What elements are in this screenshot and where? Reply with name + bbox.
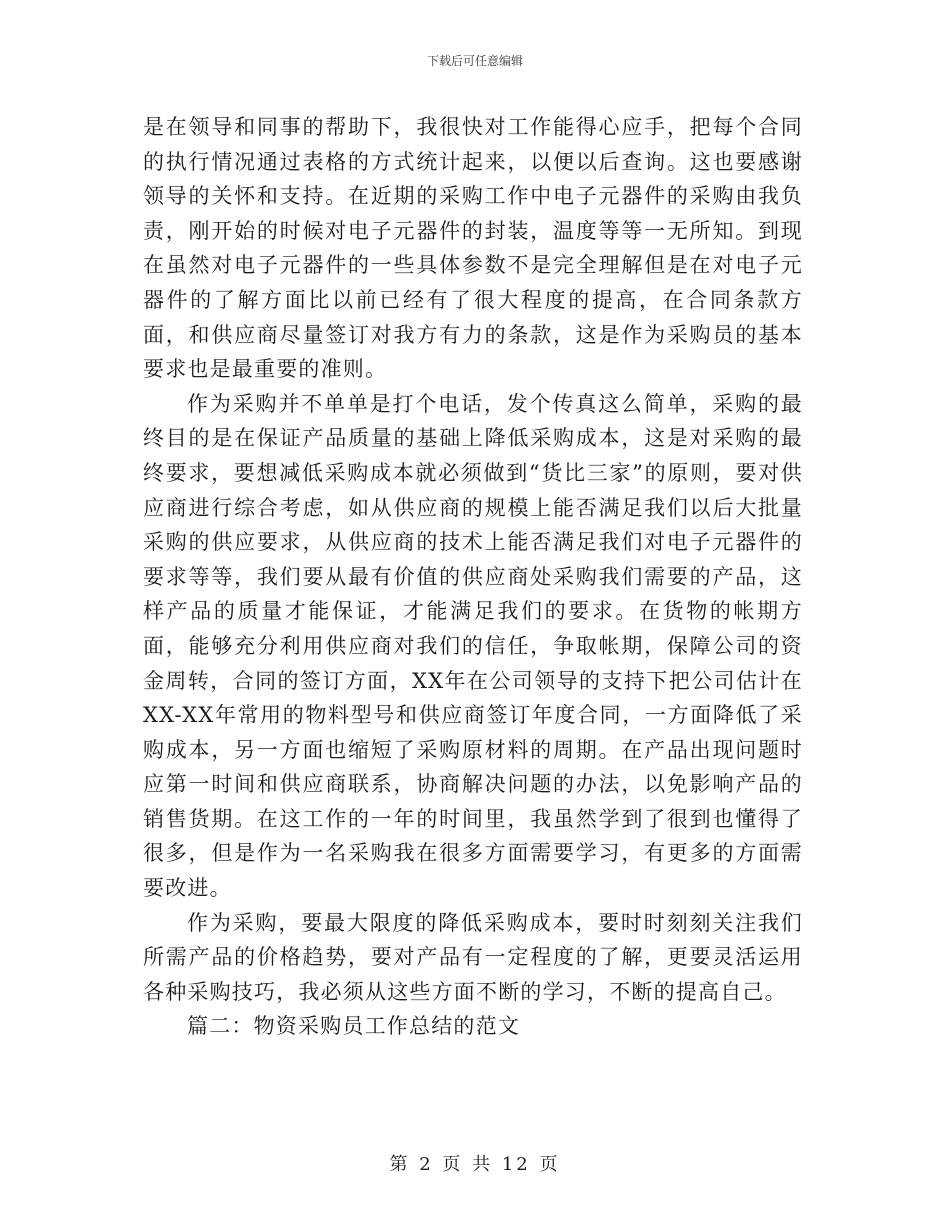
section-heading: 篇二：物资采购员工作总结的范文: [187, 1014, 520, 1039]
page-number: 第 2 页 共 12 页: [389, 1154, 561, 1175]
paragraph-procurement-goals: 作为采购并不单单是打个电话，发个传真这么简单，采购的最终目的是在保证产品质量的基础上降低采购成本，这是对采购的最终要求，要想减低采购成本就必须做到“货比三家”的原则，要对供应商进行综合考虑，如从供应商的规模上能否满足我们以后大批量采购的供应要求，从供应商的技术上能否满足我们对电子元器件的要求等等，我们要从最有价值的供应商处采购我们需要的产品，这样产品的质量才能保证，才能满足我们的要求。在货物的帐期方面，能够充分利用供应商对我们的信任，争取帐期，保障公司的资金周转，合同的签订方面，XX年在公司领导的支持下把公司估计在XX-XX年常用的物料型号和供应商签订年度合同，一方面降低了采购成本，另一方面也缩短了采购原材料的周期。在产品出现问题时应第一时间和供应商联系，协商解决问题的办法，以免影响产品的销售货期。在这工作的一年的时间里，我虽然学到了很到也懂得了很多，但是作为一名采购我在很多方面需要学习，有更多的方面需要改进。: [143, 391, 803, 901]
paragraph-cost-reduction: 作为采购，要最大限度的降低采购成本，要时时刻刻关注我们所需产品的价格趋势，要对产品有一定程度的了解，更要灵活运用各种采购技巧，我必须从这些方面不断的学习，不断的提高自己。: [143, 910, 803, 1004]
page-header: 下载后可任意编辑: [426, 54, 523, 68]
document-body: [143, 110, 803, 1044]
paragraph-continuation: 是在领导和同事的帮助下，我很快对工作能得心应手，把每个合同的执行情况通过表格的方式统计起来，以便以后查询。这也要感谢领导的关怀和支持。在近期的采购工作中电子元器件的采购由我负责，刚开始的时候对电子元器件的封装，温度等等一无所知。到现在虽然对电子元器件的一些具体参数不是完全理解但是在对电子元器件的了解方面比以前已经有了很大程度的提高，在合同条款方面，和供应商尽量签订对我方有力的条款，这是作为采购员的基本要求也是最重要的准则。: [143, 115, 803, 382]
